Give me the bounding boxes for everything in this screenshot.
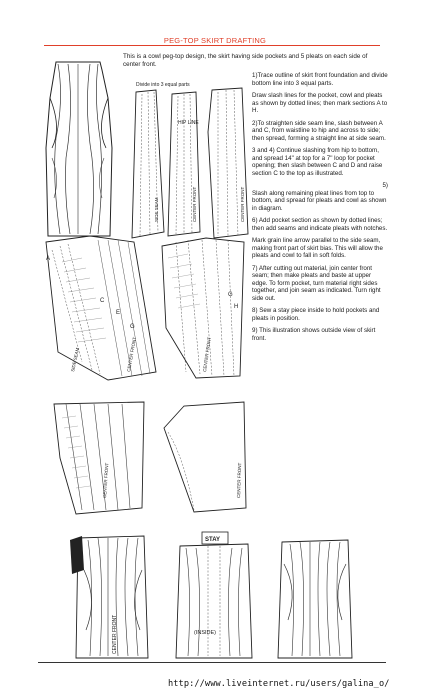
pattern-pocket-6 [156, 232, 252, 382]
svg-text:CENTER FRONT: CENTER FRONT [112, 614, 118, 654]
finished-skirt-outside [270, 530, 362, 660]
page-header: PEG-TOP SKIRT DRAFTING [163, 36, 267, 45]
step-8: 8) Sew a stay piece inside to hold pockets and pleats in position. [252, 307, 380, 322]
pattern-pleats-7 [46, 398, 152, 516]
svg-text:HIP LINE: HIP LINE [178, 120, 199, 126]
svg-text:A: A [46, 256, 51, 262]
bottom-rule [38, 662, 386, 663]
svg-text:H: H [234, 304, 239, 310]
svg-text:G: G [130, 324, 135, 330]
finished-skirt-front [64, 530, 160, 660]
svg-text:E: E [116, 310, 121, 316]
step-5: Slash along remaining pleat lines from top to bottom, and spread for pleats and cowl as shown in diagram. [252, 189, 387, 212]
header-rule [44, 45, 380, 46]
step-1b: Draw slash lines for the pocket, cowl and pleats as shown by dotted lines; then mark sections A to H. [252, 92, 388, 114]
step-5-number: 5) [382, 182, 388, 189]
step-1: 1)Trace outline of skirt front foundation and divide bottom line into 3 equal parts. [252, 72, 388, 87]
skirt-sketch-front [38, 58, 120, 238]
svg-text:G: G [228, 292, 233, 298]
intro-text: This is a cowl peg-top design, the skirt having side pockets and 5 pleats on each side of center front. [123, 53, 368, 68]
finished-skirt-inside [168, 530, 260, 660]
step-3-4: 3 and 4) Continue slashing from hip to bottom, and spread 14" at top for a 7" loop for pocket opening; then slash between C and D and raise section C to the top as illustrated. [252, 147, 383, 177]
step-9: 9) This illustration shows outside view of skirt front. [252, 327, 376, 342]
divide-label: Divide into 3 equal parts [136, 82, 190, 88]
svg-text:CENTER FRONT: CENTER FRONT [236, 462, 243, 499]
svg-text:CENTER FRONT: CENTER FRONT [240, 186, 245, 222]
svg-text:SIDE SEAM: SIDE SEAM [154, 197, 159, 222]
stay-label: STAY [205, 537, 221, 543]
pattern-outline-8 [154, 398, 254, 516]
step-6: 6) Add pocket section as shown by dotted lines; then add seams and indicate pleats with notches. [252, 217, 388, 232]
step-2: 2)To straighten side seam line, slash between A and C, from waistline to hip and across to side; then spread, forming a straight line at side seam. [252, 119, 386, 142]
source-url[interactable]: http://www.liveinternet.ru/users/galina_o/ [168, 679, 390, 689]
step-6b: Mark grain line arrow parallel to the side seam, making front part of skirt bias. This will allow the pleats and cowl to fall in soft folds. [252, 237, 383, 259]
svg-text:CENTER FRONT: CENTER FRONT [202, 336, 212, 373]
svg-text:CENTER FRONT: CENTER FRONT [192, 186, 197, 222]
svg-text:C: C [100, 298, 105, 304]
pattern-spread-3-4 [38, 232, 160, 382]
step-7: 7) After cutting out material, join center front seam; then make pleats and baste at upper edge. To form pocket, turn material right sides together, and join seam as indicated. Turn right side out. [252, 264, 381, 302]
svg-text:SIDE SEAM: SIDE SEAM [70, 347, 81, 373]
inside-label: (INSIDE) [194, 630, 216, 636]
pattern-steps-1-2 [122, 72, 254, 244]
svg-text:CENTER FRONT: CENTER FRONT [126, 336, 138, 373]
instructions-column [252, 72, 388, 347]
svg-text:CENTER FRONT: CENTER FRONT [102, 462, 110, 499]
